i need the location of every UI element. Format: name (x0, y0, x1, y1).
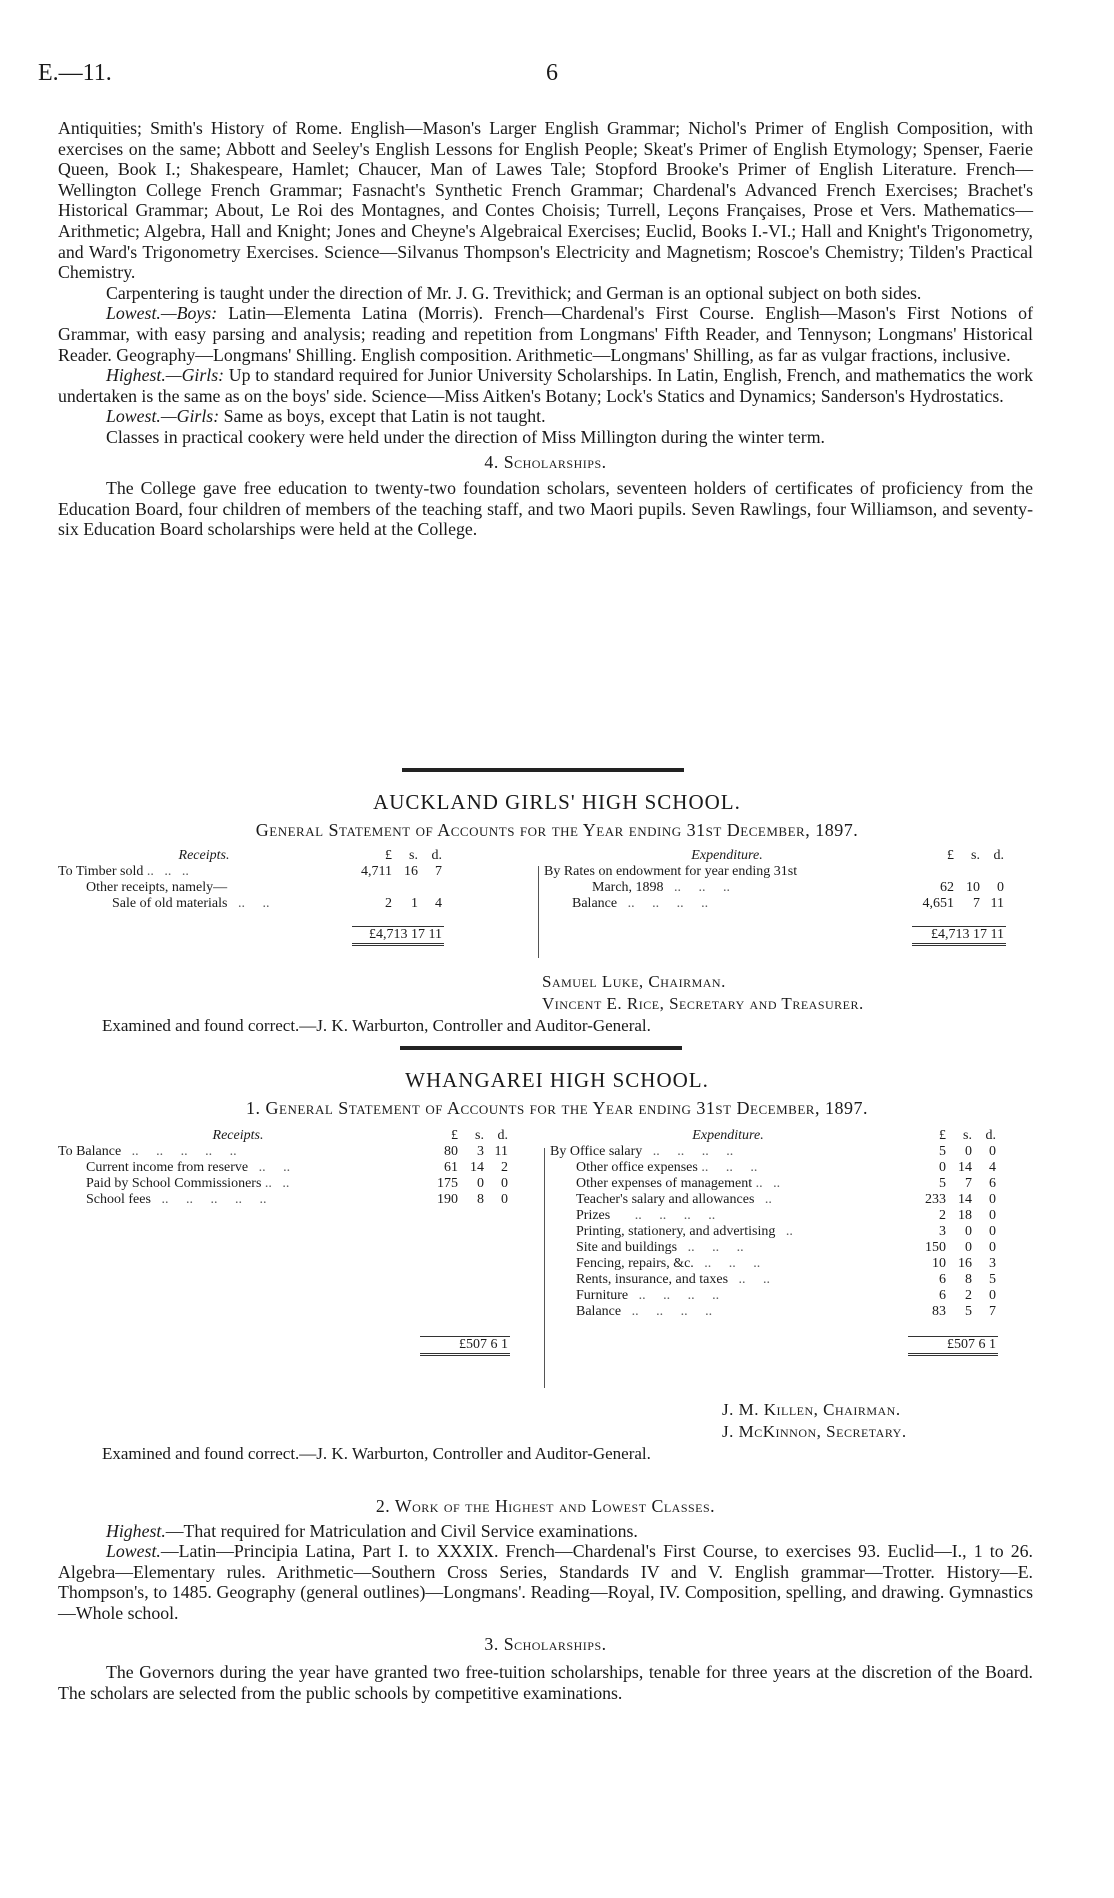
whangarei-title: WHANGAREI HIGH SCHOOL. (405, 1068, 709, 1092)
pound-col: £ (385, 848, 392, 863)
pounds: 233 (925, 1192, 946, 1207)
intro-section (58, 118, 1033, 540)
row-label: March, 1898 (592, 880, 664, 895)
pounds: 6 (939, 1288, 946, 1303)
row-label: Rents, insurance, and taxes (576, 1272, 729, 1287)
shillings: 14 (470, 1160, 484, 1175)
table-row: Prizes .. .. .. .. 2 18 0 (576, 1208, 996, 1223)
pound-col: £ (939, 1128, 946, 1143)
pence-col: d. (993, 848, 1004, 863)
whangarei-expenditure-table (548, 1128, 998, 1356)
page-number: 6 (546, 60, 558, 86)
class-label: Highest. (106, 1520, 166, 1541)
pounds: 2 (385, 896, 392, 911)
shillings: 14 (958, 1160, 972, 1175)
table-row: Teacher's salary and allowances .. 233 14 0 (576, 1192, 996, 1207)
row-label: Printing, stationery, and advertising (576, 1224, 776, 1239)
row-label: Prizes (576, 1208, 611, 1223)
pence: 6 (989, 1176, 996, 1191)
shillings: 18 (958, 1208, 972, 1223)
table-row (542, 864, 1006, 880)
row-label: Other receipts, namely— (86, 880, 228, 895)
shillings: 0 (965, 1240, 972, 1255)
shilling-col: s. (409, 848, 418, 863)
pound-col: £ (947, 848, 954, 863)
pence: 0 (997, 880, 1004, 895)
signature-chairman: Samuel Luke, Chairman. (542, 972, 726, 991)
row-label: School fees (86, 1192, 151, 1207)
pound-col: £ (451, 1128, 458, 1143)
pounds: 10 (932, 1256, 946, 1271)
shillings: 3 (477, 1144, 484, 1159)
pence: 7 (435, 864, 442, 879)
receipts-heading: Receipts. (212, 1128, 264, 1143)
auckland-receipts-table (56, 848, 444, 946)
cookery-paragraph: Classes in practical cookery were held under the direction of Miss Millington during the winter term. (106, 426, 825, 447)
row-label: By Rates on endowment for year ending 31st (544, 864, 798, 879)
auditor-note: Examined and found correct.—J. K. Warburton, Controller and Auditor-General. (102, 1444, 651, 1463)
auckland-title: AUCKLAND GIRLS' HIGH SCHOOL. (373, 790, 741, 814)
table-row: Furniture .. .. .. .. 6 2 0 (576, 1288, 996, 1303)
class-text: Same as boys, except that Latin is not taught. (223, 406, 546, 427)
class-text: Latin—Elementa Latina (Morris). French—Chardenal's First Course. English—Mason's First Notions of Grammar, with easy parsing and analysis; reading and repetition from Longmans' Fifth Reader, and Tennyson; Longmans' Historical Reader. Geography—Longmans' Shilling. English composition. Arithmetic—Longmans' Shilling, as far as vulgar fractions, inclusive. (58, 303, 1033, 365)
table-row: Balance .. .. .. .. 4,651 7 11 (572, 896, 1004, 911)
expenditure-heading: Expenditure. (692, 1128, 764, 1143)
table-row: Other office expenses .. .. .. 0 14 4 (576, 1160, 996, 1175)
pounds: 80 (444, 1144, 458, 1159)
section-divider (400, 1046, 682, 1050)
pounds: 5 (939, 1176, 946, 1191)
shillings: 5 (965, 1304, 972, 1319)
expenditure-total: £4,713 17 11 (912, 926, 1006, 944)
pounds: 150 (925, 1240, 946, 1255)
receipts-total: £507 6 1 (420, 1336, 510, 1354)
shilling-col: s. (963, 1128, 972, 1143)
class-label: Lowest.—Girls: (106, 406, 220, 427)
table-row: Paid by School Commissioners .. .. 175 0 0 (86, 1176, 508, 1191)
table-row: Sale of old materials .. .. 2 1 4 (112, 896, 442, 911)
class-text: Up to standard required for Junior University Scholarships. In Latin, English, French, and mathematics the work undertaken is the same as on the boys' side. Science—Miss Aitken's Botany; Lock's Statics and Dynamics; Sanderson's Hydrostatics. (58, 365, 1033, 406)
class-paragraph (58, 303, 1033, 365)
receipts-heading: Receipts. (178, 848, 230, 863)
row-label: To Timber sold (58, 864, 144, 879)
whangarei-receipts-table (56, 1128, 510, 1356)
row-label: Balance (576, 1304, 622, 1319)
row-label: Balance (572, 896, 618, 911)
section-divider (402, 768, 684, 772)
row-label: Current income from reserve (86, 1160, 249, 1175)
scholarships-heading: 4. Scholarships. (484, 451, 607, 472)
table-row: By Office salary .. .. .. .. 5 0 0 (550, 1144, 996, 1159)
intro-paragraph: Carpentering is taught under the direction of Mr. J. G. Trevithick; and German is an optional subject on both sides. (106, 282, 922, 303)
pounds: 175 (437, 1176, 458, 1191)
shillings: 7 (973, 896, 980, 911)
class-label: Lowest.—Boys: (106, 303, 218, 324)
pounds: 2 (939, 1208, 946, 1223)
table-row: Current income from reserve .. .. 61 14 2 (86, 1160, 508, 1175)
shillings: 8 (965, 1272, 972, 1287)
auditor-note: Examined and found correct.—J. K. Warburton, Controller and Auditor-General. (102, 1016, 651, 1035)
pounds: 4,651 (922, 896, 954, 911)
row-label: Other expenses of management (576, 1176, 753, 1191)
pence: 0 (501, 1176, 508, 1191)
row-label: By Office salary (550, 1144, 643, 1159)
row-label: To Balance (58, 1144, 122, 1159)
auckland-subtitle: General Statement of Accounts for the Year ending 31st December, 1897. (255, 820, 859, 840)
pounds: 0 (939, 1160, 946, 1175)
signature-secretary: Vincent E. Rice, Secretary and Treasurer. (542, 994, 864, 1013)
table-row: To Timber sold .. .. .. 4,711 16 7 (58, 864, 442, 879)
whangarei-work-section (58, 1496, 1033, 1703)
row-label: Sale of old materials (112, 896, 228, 911)
report-reference: E.—11. (38, 60, 112, 86)
row-label: Teacher's salary and allowances (576, 1192, 755, 1207)
pounds: 61 (444, 1160, 458, 1175)
shillings: 16 (958, 1256, 972, 1271)
class-paragraph (58, 406, 1033, 427)
shillings: 14 (958, 1192, 972, 1207)
intro-paragraph: Antiquities; Smith's History of Rome. English—Mason's Larger English Grammar; Nichol's Primer of English Composition, with exercises on the same; Abbott and Seeley's English Lessons for English People; Skeat's Primer of English Etymology; Spenser, Faerie Queen, Book I.; Shakespeare, Hamlet; Chaucer, Man of Lawes Tale; Stopford Brooke's Primer of English Literature. French—Wellington College French Grammar; Fasnacht's Synthetic French Grammar; Chardenal's Advanced French Exercises; Brachet's Historical Grammar; About, Le Roi des Montagnes, and Contes Choisis; Turrell, Leçons Françaises, Prose et Vers. Mathematics—Arithmetic; Algebra, Hall and Knight; Jones and Cheyne's Algebraical Exercises; Euclid, Books I.-VI.; Hall and Knight's Trigonometry, and Ward's Trigonometry Exercises. Science—Silvanus Thompson's Electricity and Magnetism; Roscoe's Chemistry; Tilden's Practical Chemistry. (58, 118, 1033, 283)
class-text: —That required for Matriculation and Civil Service examinations. (165, 1520, 638, 1541)
pence: 3 (989, 1256, 996, 1271)
class-label: Lowest. (106, 1541, 161, 1562)
expenditure-total: £507 6 1 (908, 1336, 998, 1354)
pence: 0 (989, 1240, 996, 1255)
expenditure-heading: Expenditure. (691, 848, 763, 863)
shillings: 2 (965, 1288, 972, 1303)
pence: 0 (501, 1192, 508, 1207)
pence: 0 (989, 1208, 996, 1223)
row-label: Fencing, repairs, &c. (576, 1256, 694, 1271)
shillings: 8 (477, 1192, 484, 1207)
pounds: 5 (939, 1144, 946, 1159)
pounds: 4,711 (361, 864, 392, 879)
shillings: 0 (965, 1144, 972, 1159)
pence: 7 (989, 1304, 996, 1319)
pence: 0 (989, 1144, 996, 1159)
shillings: 7 (965, 1176, 972, 1191)
signature-chairman: J. M. Killen, Chairman. (722, 1400, 901, 1419)
shillings: 0 (477, 1176, 484, 1191)
pence: 5 (989, 1272, 996, 1287)
shilling-col: s. (475, 1128, 484, 1143)
pence: 0 (989, 1224, 996, 1239)
shillings: 1 (411, 896, 418, 911)
row-label: Other office expenses (576, 1160, 698, 1175)
class-paragraph (58, 365, 1033, 406)
pence-col: d. (497, 1128, 508, 1143)
table-row: Rents, insurance, and taxes .. .. 6 8 5 (576, 1272, 996, 1287)
table-row: Other expenses of management .. .. 5 7 6 (576, 1176, 996, 1191)
class-text: —Latin—Principia Latina, Part I. to XXXIX. French—Chardenal's First Course, to exercises 93. Euclid—I., 1 to 26. Algebra—Elementary rules. Arithmetic—Southern Cross Series, Standards IV and V. English grammar—Trotter. History—E. Thompson's, to 1485. Geography (general outlines)—Longmans'. Reading—Royal, IV. Composition, spelling, and drawing. Gymnastics—Whole school. (58, 1541, 1033, 1623)
table-row: Printing, stationery, and advertising .. 3 0 0 (576, 1224, 996, 1239)
pence: 2 (501, 1160, 508, 1175)
pence-col: d. (985, 1128, 996, 1143)
pence: 4 (435, 896, 442, 911)
row-label: Furniture (576, 1288, 629, 1303)
pounds: 62 (940, 880, 954, 895)
table-row: Fencing, repairs, &c. .. .. .. 10 16 3 (576, 1256, 996, 1271)
class-label: Highest.—Girls: (106, 365, 225, 386)
shillings: 10 (966, 880, 980, 895)
whangarei-scholarships-paragraph: The Governors during the year have granted two free-tuition scholarships, tenable for three years at the discretion of the Board. The scholars are selected from the public schools by competitive examinations. (58, 1662, 1033, 1703)
pence-col: d. (431, 848, 442, 863)
pounds: 190 (437, 1192, 458, 1207)
pence: 11 (494, 1144, 508, 1159)
column-rule (544, 1148, 545, 1388)
row-label: Paid by School Commissioners (86, 1176, 262, 1191)
whangarei-subtitle: 1. General Statement of Accounts for the Year ending 31st December, 1897. (246, 1098, 868, 1118)
scholarships-paragraph: The College gave free education to twenty-two foundation scholars, seventeen holders of certificates of proficiency from the Education Board, four children of members of the teaching staff, and two Maori pupils. Seven Rawlings, four Williamson, and seventy-six Education Board scholarships were held at the College. (58, 478, 1033, 540)
column-rule (538, 866, 539, 958)
table-row: March, 1898 .. .. .. 62 10 0 (592, 880, 1004, 895)
highest-paragraph (58, 1521, 1033, 1542)
signature-secretary: J. McKinnon, Secretary. (722, 1422, 907, 1441)
receipts-total: £4,713 17 11 (352, 926, 444, 944)
auckland-expenditure-table (542, 848, 1006, 946)
work-heading: 2. Work of the Highest and Lowest Classes. (375, 1496, 716, 1516)
table-row (56, 880, 444, 896)
pence: 0 (989, 1288, 996, 1303)
lowest-paragraph (58, 1541, 1033, 1623)
pence: 4 (989, 1160, 996, 1175)
table-row: To Balance .. .. .. .. .. 80 3 11 (58, 1144, 508, 1159)
shillings: 0 (965, 1224, 972, 1239)
pence: 11 (990, 896, 1004, 911)
shillings: 16 (404, 864, 418, 879)
table-row: School fees .. .. .. .. .. 190 8 0 (86, 1192, 508, 1207)
whangarei-scholarships-heading: 3. Scholarships. (484, 1633, 607, 1654)
table-row: Site and buildings .. .. .. 150 0 0 (576, 1240, 996, 1255)
row-label: Site and buildings (576, 1240, 678, 1255)
shilling-col: s. (971, 848, 980, 863)
pounds: 3 (939, 1224, 946, 1239)
pounds: 83 (932, 1304, 946, 1319)
pence: 0 (989, 1192, 996, 1207)
table-row: Balance .. .. .. .. 83 5 7 (576, 1304, 996, 1319)
pounds: 6 (939, 1272, 946, 1287)
